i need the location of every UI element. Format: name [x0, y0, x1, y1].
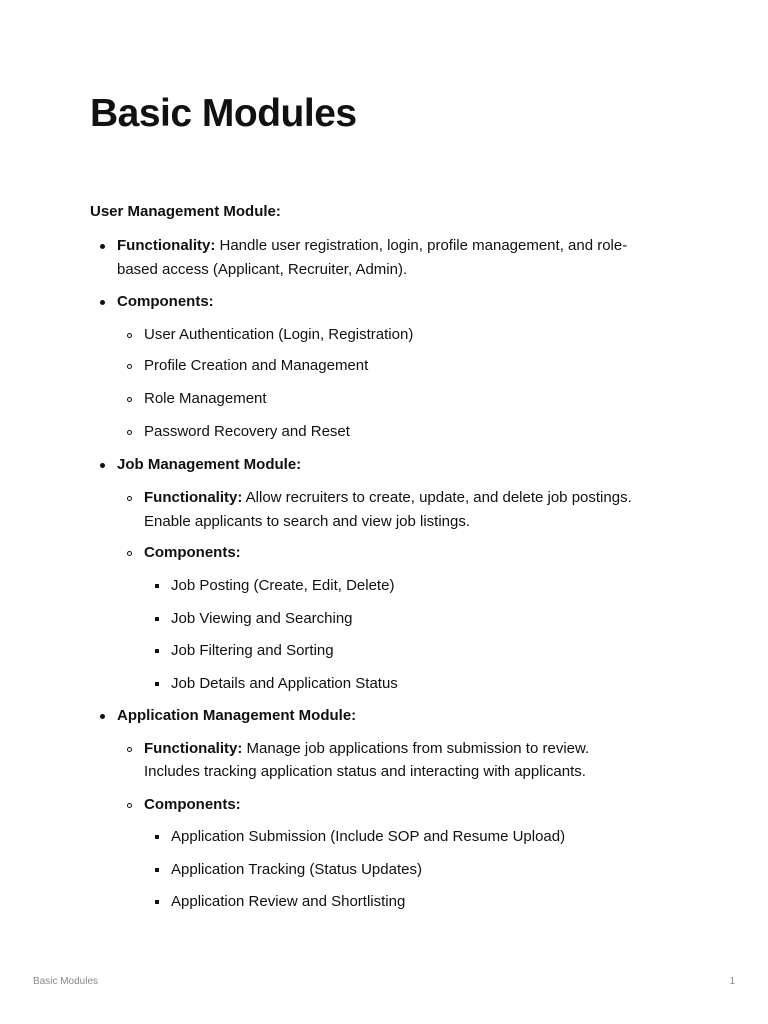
- bullet-square: [155, 682, 159, 686]
- bullet-square: [155, 900, 159, 904]
- bullet-disc: [100, 714, 105, 719]
- list-item: User Authentication (Login, Registration): [144, 326, 414, 343]
- bullet-circle: [127, 496, 132, 501]
- section-heading: Application Management Module:: [117, 707, 357, 724]
- components-label: Components:: [117, 293, 214, 310]
- list-item: [144, 737, 589, 761]
- list-item: Application Submission (Include SOP and Resume Upload): [171, 828, 566, 845]
- bullet-square: [155, 868, 159, 872]
- functionality-label: Functionality:: [144, 740, 243, 757]
- components-label: Components:: [144, 796, 241, 813]
- functionality-text: Handle user registration, login, profile management, and role-: [219, 237, 628, 254]
- list-item: Job Filtering and Sorting: [171, 642, 334, 659]
- bullet-circle: [127, 364, 132, 369]
- bullet-disc: [100, 463, 105, 468]
- list-item-continuation: Includes tracking application status and interacting with applicants.: [144, 763, 586, 780]
- functionality-text: Allow recruiters to create, update, and delete job postings.: [245, 489, 632, 506]
- list-item: Job Details and Application Status: [171, 675, 398, 692]
- bullet-circle: [127, 551, 132, 556]
- bullet-circle: [127, 747, 132, 752]
- list-item: Profile Creation and Management: [144, 357, 369, 374]
- footer-doc-name: Basic Modules: [33, 976, 99, 987]
- functionality-label: Functionality:: [144, 489, 243, 506]
- bullet-square: [155, 649, 159, 653]
- list-item-continuation: based access (Applicant, Recruiter, Admin).: [117, 261, 408, 278]
- bullet-circle: [127, 333, 132, 338]
- list-item: [117, 234, 627, 258]
- bullet-square: [155, 584, 159, 588]
- footer-page-number: 1: [729, 976, 735, 987]
- list-item: Password Recovery and Reset: [144, 423, 350, 440]
- functionality-text: Manage job applications from submission to review.: [246, 740, 590, 757]
- bullet-square: [155, 617, 159, 621]
- list-item-continuation: Enable applicants to search and view job listings.: [144, 513, 471, 530]
- list-item: [144, 486, 632, 510]
- bullet-circle: [127, 397, 132, 402]
- page-title: Basic Modules: [90, 92, 357, 135]
- bullet-disc: [100, 244, 105, 249]
- list-item: Application Tracking (Status Updates): [171, 861, 422, 878]
- list-item: Job Viewing and Searching: [171, 610, 353, 627]
- list-item: Job Posting (Create, Edit, Delete): [171, 577, 395, 594]
- section-heading: Job Management Module:: [117, 456, 302, 473]
- bullet-disc: [100, 300, 105, 305]
- list-item: Role Management: [144, 390, 267, 407]
- functionality-label: Functionality:: [117, 237, 216, 254]
- bullet-square: [155, 835, 159, 839]
- bullet-circle: [127, 430, 132, 435]
- components-label: Components:: [144, 544, 241, 561]
- bullet-circle: [127, 803, 132, 808]
- section-lead: User Management Module:: [90, 203, 281, 220]
- list-item: Application Review and Shortlisting: [171, 893, 406, 910]
